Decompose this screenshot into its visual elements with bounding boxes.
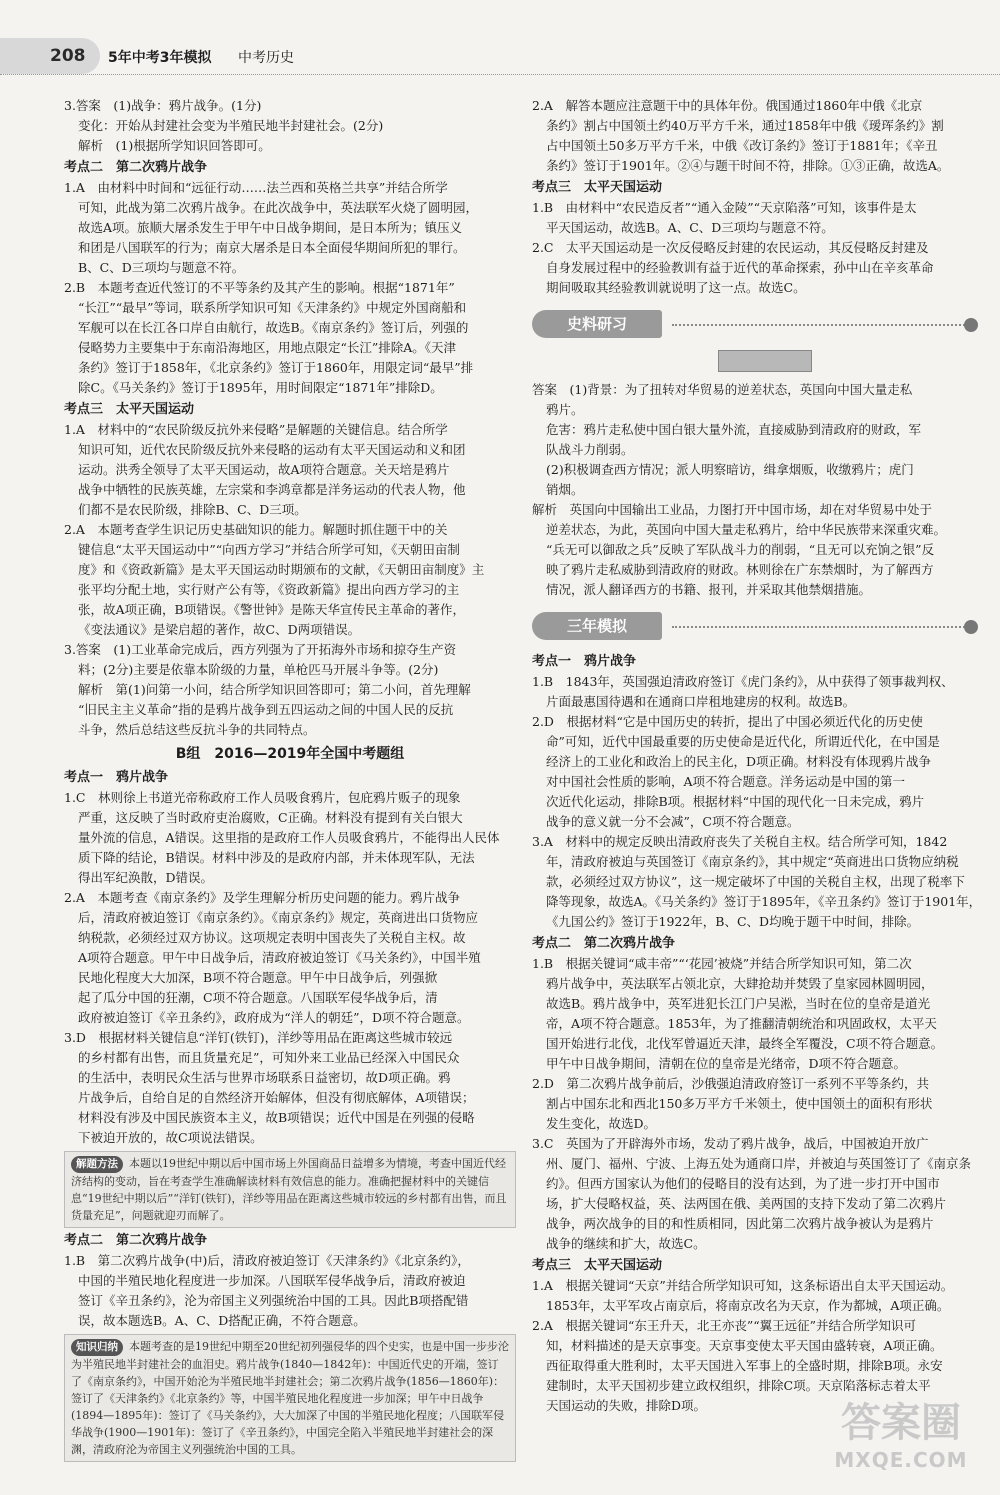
section-heading: 考点二 第二次鸦片战争 — [532, 936, 676, 951]
banner-label: 史料研习 — [532, 310, 662, 338]
text-line: 命”可知，近代中国最重要的历史使命是近代化，所谓近代化，在中国是 — [546, 734, 940, 749]
text-line: “旧民主主义革命”指的是鸦片战争到五四运动之间的中国人民的反抗 — [78, 702, 454, 717]
text-line: 割占中国东北和西北150多万平方千米领土，使中国领土的面积有形状 — [546, 1096, 933, 1111]
tip-box — [64, 1334, 516, 1462]
text-line: (2)积极调查西方情况；派人明察暗访，缉拿烟贩，收缴鸦片；虎门 — [546, 462, 914, 477]
text-line: 1853年，太平军攻占南京后，将南京改名为天京，作为都城，A项正确。 — [546, 1298, 950, 1313]
text-line: 和团是八国联军的行为；南京大屠杀是日本全面侵华期间所犯的罪行。 — [78, 240, 466, 255]
text-line: B、C、D三项均与题意不符。 — [78, 260, 245, 275]
section-heading: 考点二 第二次鸦片战争 — [64, 160, 208, 175]
left-column — [64, 96, 516, 1465]
section-banner — [532, 608, 984, 646]
banner-end-dot — [964, 318, 978, 332]
section-heading: 考点二 第二次鸦片战争 — [64, 1233, 208, 1248]
text-line: 危害：鸦片走私使中国白银大量外流，直接威胁到清政府的财政，军 — [546, 422, 922, 437]
text-line: 1.A 材料中的“农民阶级反抗外来侵略”是解题的关键信息。结合所学 — [64, 422, 448, 437]
text-line: 州、厦门、福州、宁波、上海五处为通商口岸，并被迫与英国签订了《南京条 — [546, 1156, 972, 1171]
text-line: 逆差状态，为此，英国向中国大量走私鸦片，给中华民族带来深重灾难。 — [546, 522, 947, 537]
text-line: 严重，这反映了当时政府吏治腐败，C正确。材料没有提到有关白银大 — [78, 810, 463, 825]
text-line: 解析 (1)根据所学知识回答即可。 — [78, 138, 271, 153]
text-line: 《变法通议》是梁启超的著作，故C、D两项错误。 — [78, 622, 361, 637]
tip-tag: 解题方法 — [71, 1156, 123, 1173]
text-line: 材料没有涉及中国民族资本主义，故B项错误；近代中国是在列强的侵略 — [78, 1110, 475, 1125]
text-line: 侵略势力主要集中于东南沿海地区，用地点限定“长江”排除A。《天津 — [78, 340, 457, 355]
text-line: 对中国社会性质的影响，A项不符合题意。洋务运动是中国的第一 — [546, 774, 906, 789]
text-line: 2.C 太平天国运动是一次反侵略反封建的农民运动，其反侵略反封建及 — [532, 240, 929, 255]
text-line: 3.A 材料中的规定反映出清政府丧失了关税自主权。结合所学可知，1842 — [532, 834, 948, 849]
text-line: 张，故A项正确，B项错误。《警世钟》是陈天华宣传民主革命的著作， — [78, 602, 465, 617]
text-line: 片战争后，自给自足的自然经济开始解体，但没有彻底解体，A项错误； — [78, 1090, 475, 1105]
text-line: “长江”“最早”等词，联系所学知识可知《天津条约》中规定外国商船和 — [78, 300, 467, 315]
text-line: 鸦片战争中，英法联军占领北京，大肆抢劫并焚毁了皇家园林圆明园， — [546, 976, 934, 991]
text-line: 销烟。 — [546, 482, 584, 497]
tip-text: 本题考查的是19世纪中期至20世纪初列强侵华的四个史实，也是中国一步步沦为半殖民地半封建社会的血泪史。鸦片战争(1840—1842年)：中国近代史的开端，签订了《南京条约》，中国开始沦为半殖民地半封建社会；第二次鸦片战争(1856—1860年)：签订了《天津条约》《北京条约》等，中国半殖民地化程度进一步加深；甲午中日战争(1894—1895年)：签订了《马关条约》，大大加深了中国的半殖民地化程度；八国联军侵华战争(1900—1901年)：签订了《辛丑条约》，中国完全陷入半殖民地半封建社会的深渊，清政府沦为帝国主义列强统治中国的工具。 — [71, 1340, 509, 1456]
text-line: 中国的半殖民地化程度进一步加深。八国联军侵华战争后，清政府被迫 — [78, 1273, 466, 1288]
text-line: 条约》割占中国领土约40万平方千米，通过1858年中俄《瑷珲条约》割 — [546, 118, 944, 133]
text-line: 2.A 根据关键词“东王升天，北王亦丧”“翼王远征”并结合所学知识可 — [532, 1318, 917, 1333]
section-banner — [532, 306, 984, 344]
text-line: 军舰可以在长江各口岸自由航行，故选B。《南京条约》签订后，列强的 — [78, 320, 469, 335]
text-line: 3.C 英国为了开辟海外市场，发动了鸦片战争，战后，中国被迫开放广 — [532, 1136, 929, 1151]
text-line: 可知，此战为第二次鸦片战争。在此次战争中，英法联军火烧了圆明园， — [78, 200, 479, 215]
text-line: 张平均分配土地，实行财产公有等，《资政新篇》提出向西方学习的主 — [78, 582, 460, 597]
text-line: 占中国领土50多万平方千米，中俄《改订条约》签订于1881年；《辛丑 — [546, 138, 938, 153]
text-line: 天国运动的失败，排除D项。 — [546, 1398, 707, 1413]
section-heading: 考点三 太平天国运动 — [64, 402, 195, 417]
text-line: 1.C 林则徐上书道光帝称政府工作人员吸食鸦片，包庇鸦片贩子的现象 — [64, 790, 461, 805]
page-header — [0, 0, 1000, 80]
text-line: 度》和《资政新篇》是太平天国运动时期颁布的文献，《天朝田亩制度》主 — [78, 562, 485, 577]
text-line: 鸦片。 — [546, 402, 584, 417]
text-line: 1.A 由材料中时间和“远征行动……法兰西和英格兰共享”并结合所学 — [64, 180, 448, 195]
text-line: 的生活中，表明民众生活与世界市场联系日益密切，故D项正确。鸦 — [78, 1070, 451, 1085]
text-line: 自身发展过程中的经验教训有益于近代的革命探索，孙中山在辛亥革命 — [546, 260, 934, 275]
text-line: 发生变化，故选D。 — [546, 1116, 657, 1131]
text-line: 1.B 第二次鸦片战争(中)后，清政府被迫签订《天津条约》《北京条约》， — [64, 1253, 470, 1268]
text-line: 战争，两次战争的目的和性质相同，因此第二次鸦片战争被认为是鸦片 — [546, 1216, 934, 1231]
group-title: B组 2016—2019年全国中考题组 — [175, 746, 405, 762]
text-line: 3.答案 (1)战争：鸦片战争。(1分) — [64, 98, 262, 113]
text-line: 故选B。鸦片战争中，英军进犯长江门户吴淞，当时在位的皇帝是道光 — [546, 996, 931, 1011]
text-line: 后，清政府被迫签订《南京条约》。《南京条约》规定，英商进出口货物应 — [78, 910, 479, 925]
text-line: 2.A 解答本题应注意题干中的具体年份。俄国通过1860年中俄《北京 — [532, 98, 923, 113]
text-line: 民地化程度大大加深，B项不符合题意。甲午中日战争后，列强掀 — [78, 970, 438, 985]
text-line: 战争的意义就一分不会减”，C项不符合题意。 — [546, 814, 800, 829]
text-line: 3.D 根据材料关键信息“洋钉(铁钉)，洋纱等用品在距离这些城市较远 — [64, 1030, 453, 1045]
watermark-logo: 答案圈 — [841, 1400, 961, 1446]
text-line: 平天国运动，故选B。A、C、D三项均与题意不符。 — [546, 220, 834, 235]
text-line: 签订《辛丑条约》，沦为帝国主义列强统治中国的工具。因此B项搭配错 — [78, 1293, 469, 1308]
text-line: 约》。但西方国家认为他们的侵略目的没有达到，为了进一步打开中国市 — [546, 1176, 940, 1191]
text-line: 误，故本题选B。A、C、D搭配正确，不符合题意。 — [78, 1313, 366, 1328]
text-line: 次近代化运动，排除B项。根据材料“中国的现代化一日未完成，鸦片 — [546, 794, 925, 809]
text-line: 知，材料描述的是天京事变。天京事变使太平天国由盛转衰，A项正确。 — [546, 1338, 943, 1353]
text-line: 知识可知，近代农民阶级反抗外来侵略的运动有太平天国运动和义和团 — [78, 442, 466, 457]
text-line: 量外流的信息，A错误。这里指的是政府工作人员吸食鸦片，不能得出人民体 — [78, 830, 500, 845]
text-line: A项符合题意。甲午中日战争后，清政府被迫签订《马关条约》，中国半殖 — [78, 950, 481, 965]
text-line: 3.答案 (1)工业革命完成后，西方列强为了开拓海外市场和掠夺生产资 — [64, 642, 457, 657]
text-line: 2.D 根据材料“它是中国历史的转折，提出了中国必须近代化的历史使 — [532, 714, 923, 729]
text-line: 映了鸦片走私威胁到清政府的财政。林则徐在广东禁烟时，为了解西方 — [546, 562, 934, 577]
site-watermark — [826, 1398, 976, 1486]
text-line: 情况，派人翻译西方的书籍、报刊，并采取其他禁烟措施。 — [546, 582, 872, 597]
text-line: 故选A项。旅顺大屠杀发生于甲午中日战争期间，是日本所为；镇压义 — [78, 220, 463, 235]
text-line: 的乡村都有出售，而且货量充足”，可知外来工业品已经深入中国民众 — [78, 1050, 460, 1065]
text-line: 1.B 由材料中“农民造反者”“通入金陵”“天京陷落”可知，该事件是太 — [532, 200, 917, 215]
text-line: 战争的继续和扩大，故选C。 — [546, 1236, 706, 1251]
text-line: 们都不是农民阶级，排除B、C、D三项。 — [78, 502, 307, 517]
section-heading: 考点三 太平天国运动 — [532, 180, 663, 195]
text-line: 片面最惠国待遇和在通商口岸租地建房的权利。故选B。 — [546, 694, 856, 709]
text-line: 场，扩大侵略权益，英、法两国在俄、美两国的支持下发动了第二次鸦片 — [546, 1196, 947, 1211]
text-line: 降等现象，故选A。《马关条约》签订于1895年，《辛丑条约》签订于1901年， — [546, 894, 982, 909]
text-line: 起了瓜分中国的狂潮，C项不符合题意。八国联军侵华战争后，清 — [78, 990, 438, 1005]
banner-dotted-line — [672, 324, 972, 326]
header-divider — [0, 74, 1000, 75]
text-line: 甲午中日战争期间，清朝在位的皇帝是光绪帝，D项不符合题意。 — [546, 1056, 907, 1071]
text-line: 2.B 本题考查近代签订的不平等条约及其产生的影响。根据“1871年” — [64, 280, 455, 295]
tip-box — [64, 1151, 516, 1228]
text-line: 款，必须经过双方协议”，这一规定破坏了中国的关税自主权，出现了税率下 — [546, 874, 965, 889]
text-line: 1.B 根据关键词“咸丰帝”“‘花园’被烧”并结合所学知识可知，第二次 — [532, 956, 912, 971]
text-line: 2.A 本题考查《南京条约》及学生理解分析历史问题的能力。鸦片战争 — [64, 890, 460, 905]
section-heading: 考点三 太平天国运动 — [532, 1258, 663, 1273]
banner-label: 三年模拟 — [532, 612, 662, 640]
text-line: 帝，A项不符合题意。1853年，为了推翻清朝统治和巩固政权，太平天 — [546, 1016, 937, 1031]
text-line: 键信息“太平天国运动中”“向西方学习”并结合所学可知，《天朝田亩制 — [78, 542, 460, 557]
subject-label: 中考历史 — [238, 50, 294, 66]
text-line: 政府被迫签订《辛丑条约》，政府成为“洋人的朝廷”，D项不符合题意。 — [78, 1010, 470, 1025]
text-line: 队战斗力削弱。 — [546, 442, 634, 457]
text-line: 2.A 本题考查学生识记历史基础知识的能力。解题时抓住题干中的关 — [64, 522, 448, 537]
text-line: 运动。洪秀全领导了太平天国运动，故A项符合题意。关天培是鸦片 — [78, 462, 450, 477]
text-line: 纳税款，必须经过双方协议。这项规定表明中国丧失了关税自主权。故 — [78, 930, 466, 945]
text-line: 解析 英国向中国输出工业品，力图打开中国市场，却在对华贸易中处于 — [532, 502, 933, 517]
text-line: 变化：开始从封建社会变为半殖民地半封建社会。(2分) — [78, 118, 384, 133]
text-line: 料；(2分)主要是依靠本阶级的力量，单枪匹马开展斗争等。(2分) — [78, 662, 439, 677]
tip-text: 本题以19世纪中期以后中国市场上外国商品日益增多为情境，考查中国近代经济结构的变动，旨在考查学生准确解读材料有效信息的能力。准确把握材料中的关键信息“19世纪中期以后”“洋钉(铁钉)，洋纱等用品在距离这些城市较远的乡村都有出售，而且货量充足”，问题就迎刃而解了。 — [71, 1157, 507, 1222]
text-line: 除C。《马关条约》签订于1895年，用时间限定“1871年”排除D。 — [78, 380, 443, 395]
text-line: 条约》签订于1858年，《北京条约》签订于1860年，用限定词“最早”排 — [78, 360, 474, 375]
text-line: 战争中牺牲的民族英雄，左宗棠和李鸿章都是洋务运动的代表人物，他 — [78, 482, 466, 497]
section-heading: 考点一 鸦片战争 — [532, 654, 637, 669]
sub-banner — [718, 350, 812, 372]
banner-end-dot — [964, 620, 978, 634]
text-line: 年，清政府被迫与英国签订《南京条约》，其中规定“英商进出口货物应纳税 — [546, 854, 959, 869]
right-column — [532, 96, 984, 1416]
text-line: 西征取得重大胜利时，太平天国进入军事上的全盛时期，排除B项。永安 — [546, 1358, 943, 1373]
text-line: 1.A 根据关键词“天京”并结合所学知识可知，这条标语出自太平天国运动。 — [532, 1278, 954, 1293]
tip-tag: 知识归纳 — [71, 1339, 123, 1356]
text-line: 下被迫开放的，故C项说法错误。 — [78, 1130, 263, 1145]
watermark-url: MXQE.COM — [834, 1448, 968, 1472]
page-number: 208 — [50, 46, 86, 66]
text-line: 斗争，然后总结这些反抗斗争的共同特点。 — [78, 722, 316, 737]
text-line: 得出军纪涣散，D错误。 — [78, 870, 214, 885]
section-heading: 考点一 鸦片战争 — [64, 770, 169, 785]
text-line: 解析 第(1)问第一小问，结合所学知识回答即可；第二小问，首先理解 — [78, 682, 471, 697]
text-line: 《九国公约》签订于1922年，B、C、D均晚于题干中时间，排除。 — [546, 914, 920, 929]
text-line: 条约》签订于1901年。②④与题干时间不符，排除。①③正确，故选A。 — [546, 158, 950, 173]
text-line: 建制时，太平天国初步建立政权组织，排除C项。天京陷落标志着太平 — [546, 1378, 931, 1393]
text-line: 质下降的结论，B错误。材料中涉及的是政府内部，并未体现军队，无法 — [78, 850, 475, 865]
banner-dotted-line — [672, 626, 972, 628]
text-line: 1.B 1843年，英国强迫清政府签订《虎门条约》，从中获得了领事裁判权、 — [532, 674, 954, 689]
text-line: “兵无可以御敌之兵”反映了军队战斗力的削弱，“且无可以充饷之银”反 — [546, 542, 935, 557]
book-title: 5年中考3年模拟 — [108, 50, 212, 66]
text-line: 答案 (1)背景：为了扭转对华贸易的逆差状态，英国向中国大量走私 — [532, 382, 913, 397]
text-line: 国开始进行北伐，北伐军曾逼近天津，最终全军覆没，C项不符合题意。 — [546, 1036, 944, 1051]
text-line: 期间吸取其经验教训就说明了这一点。故选C。 — [546, 280, 806, 295]
text-line: 2.D 第二次鸦片战争前后，沙俄强迫清政府签订一系列不平等条约，共 — [532, 1076, 929, 1091]
text-line: 经济上的工业化和政治上的民主化，D项正确。材料没有体现鸦片战争 — [546, 754, 932, 769]
